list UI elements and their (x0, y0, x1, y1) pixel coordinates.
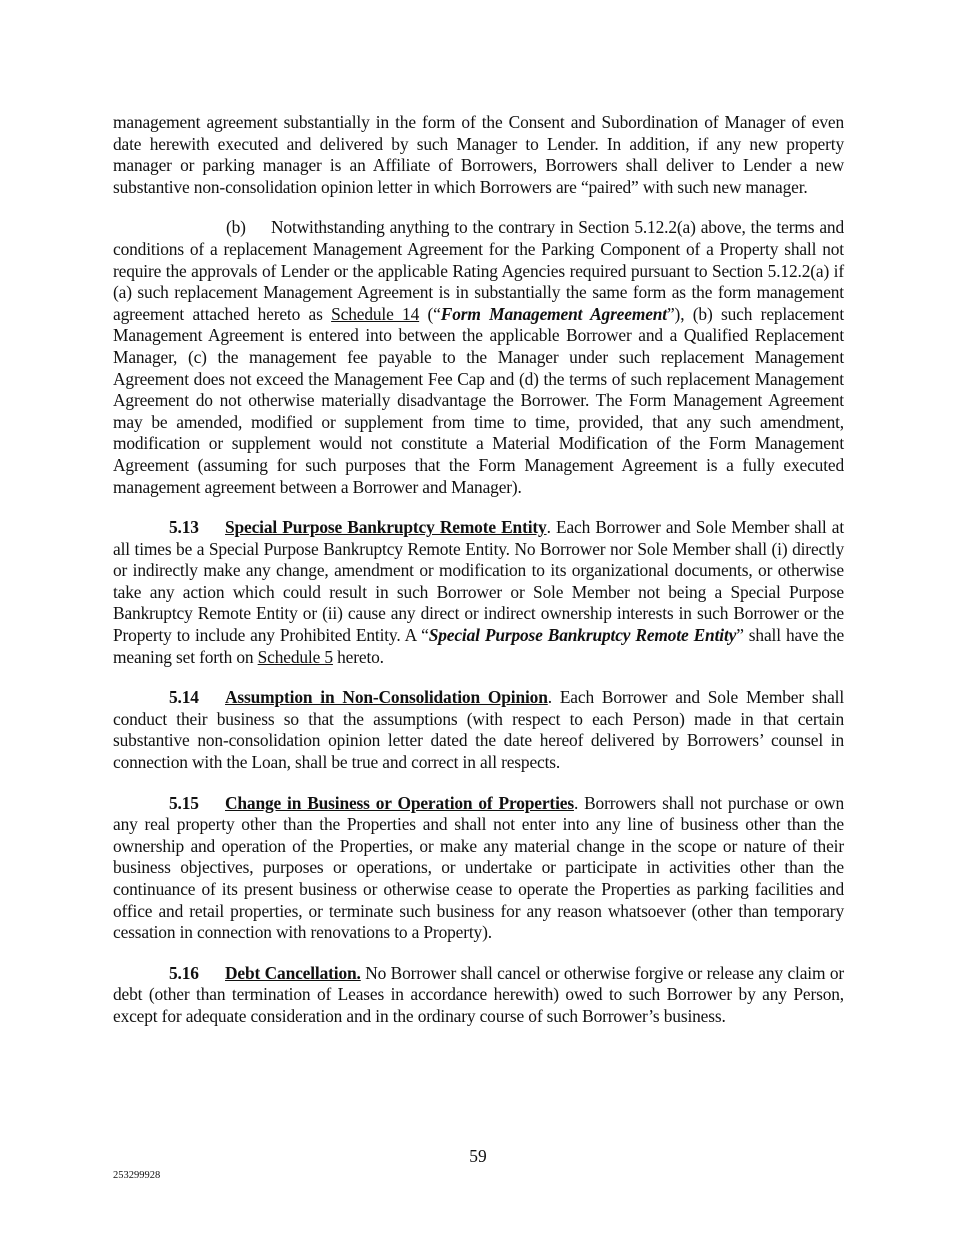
paragraph-text: ”), (b) such replacement Management Agreement is entered into between the applicable Borrower and a Qualified Replacement Manager, (c) the management fee payable to the Manager under such replacement Management Agreement does not exceed the Management Fee Cap and (d) the terms of such replacement Management Agreement do not otherwise materially disadvantage the Borrower. The Form Management Agreement may be amended, modified or supplement from time to time, provided, that any such amendment, modification or supplement would not constitute a Material Modification of the Form Management Agreement (assuming for such purposes that the Form Management Agreement is a fully executed management agreement between a Borrower and Manager). (113, 303, 844, 497)
paragraph-text: (“ (419, 303, 441, 324)
defined-term: Form Management Agreement (440, 303, 667, 324)
section-title: Debt Cancellation. (225, 962, 361, 983)
document-page (113, 112, 844, 1047)
page-number: 59 (469, 1146, 487, 1166)
paragraph-text: management agreement substantially in the form of the Consent and Subordination of Manager of even date herewith executed and delivered by such Manager to Lender. In addition, if any new property manager or parking manager is an Affiliate of Borrowers, Borrowers shall deliver to Lender a new substantive non-consolidation opinion letter in which Borrowers are “paired” with such new manager. (113, 112, 844, 197)
section-title-suffix: . (546, 517, 551, 538)
section-text: Each Borrower and Sole Member shall at all times be a Special Purpose Bankruptcy Remote Entity. No Borrower nor Sole Member shall (i) directly or indirectly make any change, amendment or modification to its organizational documents, or otherwise take any action which could result in such Borrower or Sole Member not being a Special Purpose Bankruptcy Remote Entity or (ii) cause any direct or indirect ownership interests in such Borrower or the Property to include any Prohibited Entity. A “ (113, 517, 844, 646)
paragraph-continuation (113, 112, 844, 198)
section-title: Special Purpose Bankruptcy Remote Entity (225, 517, 547, 538)
paragraph-text: Notwithstanding anything to the contrary in Section 5.12.2(a) above, the terms and conditions of a replacement Management Agreement for the Parking Component of a Property shall not require the approvals of Lender or the applicable Rating Agencies required pursuant to Section 5.12.2(a) if (a) such replacement Management Agreement is in substantially the same form as the form management agreement attached hereto as (113, 217, 844, 324)
section-text: Borrowers shall not purchase or own any real property other than the Properties and shall not enter into any line of business other than the ownership and operation of the Properties, or make any material change in the scope or nature of their business objectives, purposes or operations, or undertake or participate in activities other than the continuance of its present business or otherwise cease to operate the Properties as parking facilities and office and retail properties, or terminate such business for any reason whatsoever (other than temporary cessation in connection with renovations to a Property). (113, 792, 845, 943)
section-5-13 (113, 517, 844, 668)
defined-term: Special Purpose Bankruptcy Remote Entity (428, 625, 737, 646)
section-text: Each Borrower and Sole Member shall conduct their business so that the assumptions (with respect to each Person) made in that certain substantive non-consolidation opinion letter dated the date hereof delivered by Borrowers’ counsel in connection with the Loan, shall be true and correct in all respects. (113, 687, 844, 773)
section-5-14 (113, 687, 844, 773)
schedule-reference: Schedule 14 (331, 303, 420, 324)
section-number: 5.15 (169, 792, 199, 813)
schedule-reference: Schedule 5 (257, 646, 333, 667)
section-text: ” shall have the meaning set forth on (113, 625, 845, 667)
section-number: 5.14 (169, 687, 199, 708)
section-title: Assumption in Non-Consolidation Opinion (225, 687, 548, 708)
section-text: hereto. (332, 646, 384, 667)
section-number: 5.16 (169, 962, 199, 983)
section-text: No Borrower shall cancel or otherwise forgive or release any claim or debt (other than termination of Leases in accordance herewith) owed to such Borrower by any Person, except for adequate consideration and in the ordinary course of such Borrower’s business. (113, 962, 845, 1026)
section-title: Change in Business or Operation of Properties (225, 792, 574, 813)
section-5-16 (113, 963, 844, 1028)
subsection-b (113, 217, 844, 498)
section-title-suffix: . (547, 687, 552, 708)
section-number: 5.13 (169, 517, 199, 538)
section-5-15 (113, 793, 844, 944)
section-title-suffix: . (573, 792, 579, 813)
document-id: 253299928 (113, 1170, 161, 1181)
subsection-label: (b) (226, 217, 246, 238)
